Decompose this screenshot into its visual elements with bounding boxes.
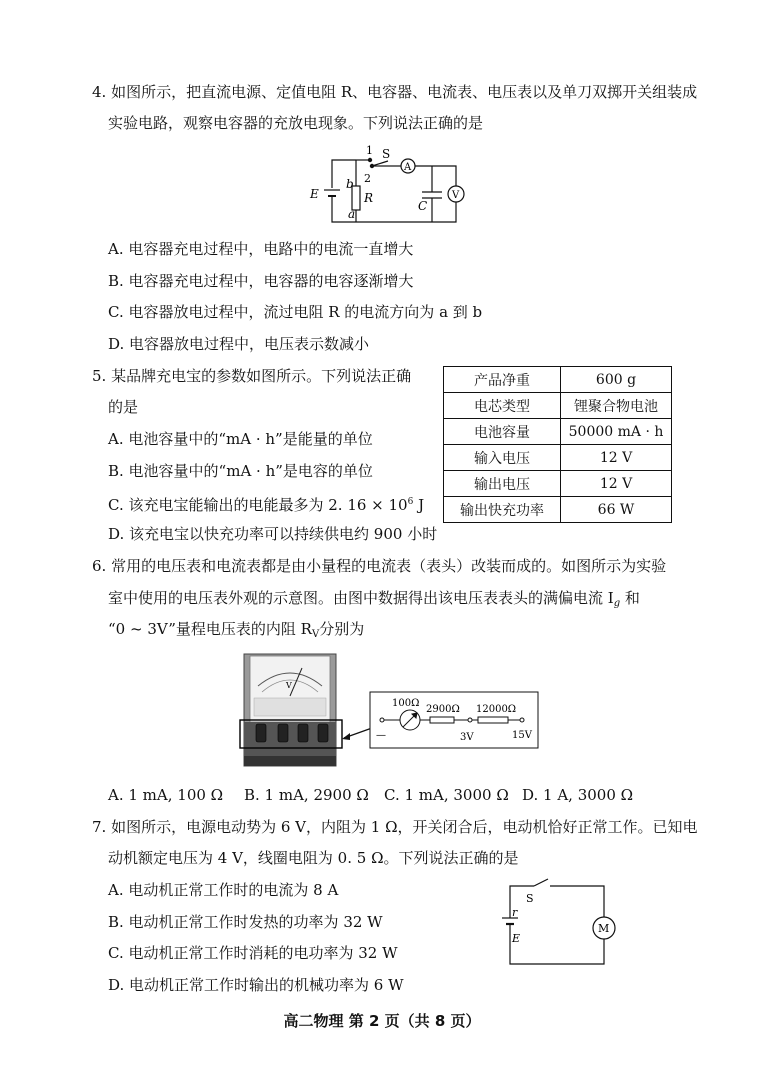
spec-value: 12 V <box>561 445 672 471</box>
q4-option-d: D. 电容器放电过程中，电压表示数减小 <box>108 335 370 353</box>
q6-option-b: B. 1 mA, 2900 Ω <box>244 786 369 804</box>
resistor-R-label: R <box>364 191 374 205</box>
spec-value: 12 V <box>561 471 672 497</box>
q5-option-a: A. 电池容量中的“mA · h”是能量的单位 <box>108 430 373 448</box>
capacitor-C-label: C <box>418 199 428 213</box>
table-row <box>444 471 672 497</box>
internal-r-label: r <box>512 906 518 919</box>
table-row <box>444 393 672 419</box>
node-b-label: b <box>346 177 354 191</box>
q6-option-c: C. 1 mA, 3000 Ω <box>384 786 509 804</box>
ammeter-A-label: A <box>404 162 412 173</box>
q4-option-a: A. 电容器充电过程中，电路中的电流一直增大 <box>108 240 414 258</box>
spec-value: 50000 mA · h <box>561 419 672 445</box>
q4-option-c: C. 电容器放电过程中，流过电阻 R 的电流方向为 a 到 b <box>108 303 483 321</box>
callout-arrow <box>340 724 374 744</box>
q7-option-a: A. 电动机正常工作时的电流为 8 A <box>108 881 339 899</box>
q5-option-d: D. 该充电宝以快充功率可以持续供电约 900 小时 <box>108 525 438 543</box>
q7-option-c: C. 电动机正常工作时消耗的电功率为 32 W <box>108 944 398 962</box>
switch-label-2: 2 <box>364 172 371 185</box>
voltmeter-V-label: V <box>452 190 460 201</box>
spec-key: 产品净重 <box>444 367 561 393</box>
voltmeter-internal-diagram <box>370 692 540 750</box>
page-footer: 高二物理 第 2 页（共 8 页） <box>283 1012 481 1030</box>
spec-key: 电芯类型 <box>444 393 561 419</box>
q5-option-c: C. 该充电宝能输出的电能最多为 2. $16 \times 10^6$ J <box>108 496 425 514</box>
q4-circuit-diagram <box>306 146 476 226</box>
q6-option-a: A. 1 mA, 100 Ω <box>108 786 224 804</box>
r1-label: 100Ω <box>392 698 420 709</box>
motor-M-label: M <box>598 922 610 935</box>
spec-value: 66 W <box>561 497 672 523</box>
emf-E-label: E <box>512 932 521 945</box>
q4-stem-line2: 实验电路，观察电容器的充放电现象。下列说法正确的是 <box>108 114 484 132</box>
spec-key: 输入电压 <box>444 445 561 471</box>
table-row <box>444 367 672 393</box>
terminal-minus-label: — <box>376 730 386 741</box>
q6-option-d: D. 1 A, 3000 Ω <box>522 786 634 804</box>
r3-label: 12000Ω <box>476 704 517 715</box>
q4-stem-line1: 4. 如图所示，把直流电源、定值电阻 R、电容器、电流表、电压表以及单刀双掷开关组装成 <box>92 83 698 101</box>
q7-option-d: D. 电动机正常工作时输出的机械功率为 6 W <box>108 976 404 994</box>
q5-stem-line2: 的是 <box>108 398 139 416</box>
spec-value: 锂聚合物电池 <box>561 393 672 419</box>
q7-option-b: B. 电动机正常工作时发热的功率为 32 W <box>108 913 383 931</box>
table-row <box>444 445 672 471</box>
q6-stem-line1: 6. 常用的电压表和电流表都是由小量程的电流表（表头）改装而成的。如图所示为实验 <box>92 557 667 575</box>
r2-label: 2900Ω <box>426 704 460 715</box>
dial-v-label: V <box>286 681 292 690</box>
table-row <box>444 497 672 523</box>
q7-stem-line1: 7. 如图所示，电源电动势为 6 V，内阻为 1 Ω，开关闭合后，电动机恰好正常工作。已知电 <box>92 818 698 836</box>
battery-E-label: E <box>310 187 319 201</box>
spec-key: 输出快充功率 <box>444 497 561 523</box>
switch-label-1: 1 <box>366 144 373 157</box>
spec-key: 输出电压 <box>444 471 561 497</box>
q7-circuit-diagram <box>500 876 612 968</box>
terminal-15v-label: 15V <box>512 730 532 741</box>
voltmeter-photo <box>240 652 340 770</box>
switch-S-label: S <box>526 892 534 905</box>
q7-stem-line2: 动机额定电压为 4 V，线圈电阻为 0. 5 Ω。下列说法正确的是 <box>108 849 519 867</box>
spec-value: 600 g <box>561 367 672 393</box>
q4-option-b: B. 电容器充电过程中，电容器的电容逐渐增大 <box>108 272 414 290</box>
terminal-3v-label: 3V <box>460 732 474 743</box>
table-row <box>444 419 672 445</box>
switch-label-S: S <box>382 147 391 161</box>
q5-stem-line1: 5. 某品牌充电宝的参数如图所示。下列说法正确 <box>92 367 412 385</box>
spec-key: 电池容量 <box>444 419 561 445</box>
q5-option-b: B. 电池容量中的“mA · h”是电容的单位 <box>108 462 373 480</box>
power-bank-spec-table <box>443 366 672 523</box>
q6-stem-line2: 室中使用的电压表外观的示意图。由图中数据得出该电压表表头的满偏电流 $I_g$ 和 <box>108 589 640 609</box>
node-a-label: a <box>348 207 356 221</box>
q6-stem-line3: “0 ~ 3V”量程电压表的内阻 $R_V$分别为 <box>108 620 365 640</box>
